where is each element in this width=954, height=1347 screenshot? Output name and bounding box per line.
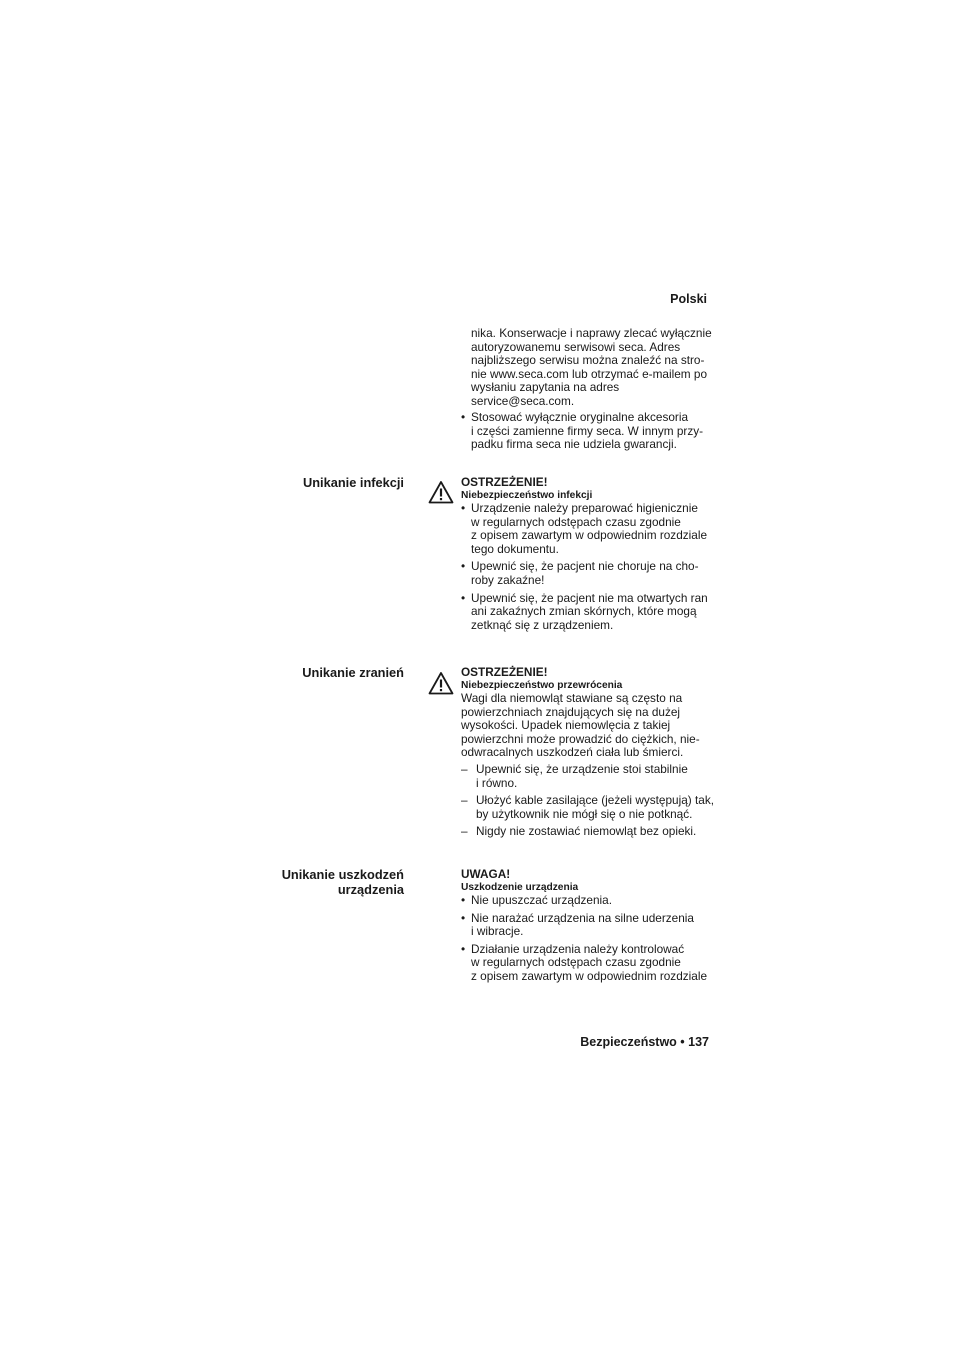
text-line: service@seca.com. (471, 393, 575, 408)
text-line: – Upewnić się, że urządzenie stoi stabilnie (476, 761, 688, 776)
text-line: autoryzowanemu serwisowi seca. Adres (471, 339, 681, 354)
list-item (461, 502, 721, 556)
text-line: z opisem zawartym w odpowiednim rozdziale (471, 528, 708, 543)
text-line: • Upewnić się, że pacjent nie choruje na cho- (471, 559, 699, 574)
hazard-type: Niebezpieczeństwo infekcji (461, 490, 593, 501)
signal-word: UWAGA! (461, 867, 511, 881)
text-line: • Urządzenie należy preparować higienicznie (471, 501, 698, 515)
text-line: tego dokumentu. (471, 541, 559, 556)
text-line: padku firma seca nie udziela gwarancji. (471, 437, 677, 452)
text-line: nie www.seca.com lub otrzymać e-mailem po (471, 366, 708, 381)
text-line: w regularnych odstępach czasu zgodnie (471, 514, 681, 529)
text-line: ani zakaźnych zmian skórnych, które mogą (471, 604, 697, 619)
warning-triangle-icon (428, 671, 454, 695)
hazard-type: Uszkodzenie urządzenia (461, 882, 579, 893)
text-line: • Stosować wyłącznie oryginalne akcesoria (471, 410, 689, 424)
list-item (461, 912, 721, 939)
text-line: wysłaniu zapytania na adres (471, 380, 620, 395)
text-line: i części zamienne firmy seca. W innym przy- (471, 423, 704, 438)
text-line: – Nigdy nie zostawiać niemowląt bez opieki. (476, 824, 697, 839)
text-line: • Nie upuszczać urządzenia. (471, 893, 612, 907)
text-line: – Ułożyć kable zasilające (jeżeli występują) tak, (476, 793, 714, 808)
list-item (461, 894, 721, 908)
text-line: i wibracje. (471, 924, 524, 939)
list-item (461, 560, 721, 587)
warning-block-infection (461, 475, 721, 636)
text-line: odwracalnych uszkodzeń ciała lub śmierci. (461, 745, 684, 760)
page-language-label: Polski (670, 292, 707, 306)
section-heading-damage (282, 867, 404, 897)
text-line: by użytkownik nie mógł się o nie potknąć. (476, 806, 693, 821)
page-footer: Bezpieczeństwo • 137 (580, 1035, 709, 1049)
text-line: • Nie narażać urządzenia na silne uderzenia (471, 910, 694, 925)
text-line: nika. Konserwacje i naprawy zlecać wyłącznie (471, 326, 712, 340)
warning-triangle-icon (428, 480, 454, 504)
text-line: z opisem zawartym w odpowiednim rozdziale (471, 968, 708, 983)
section-heading-infection: Unikanie infekcji (303, 475, 404, 490)
list-item (461, 825, 721, 839)
list-item (461, 592, 721, 633)
text-line: w regularnych odstępach czasu zgodnie (471, 955, 681, 970)
section-heading-injury: Unikanie zranień (302, 665, 404, 680)
text-line: zetknąć się z urządzeniem. (471, 617, 614, 632)
hazard-type: Niebezpieczeństwo przewrócenia (461, 680, 623, 691)
list-item (461, 794, 721, 821)
caution-block-damage (461, 867, 721, 988)
text-line: i równo. (476, 775, 518, 790)
text-line: • Działanie urządzenia należy kontrolować (471, 941, 685, 956)
intro-text (471, 327, 721, 409)
warning-block-injury (461, 665, 721, 843)
signal-word: OSTRZEŻENIE! (461, 665, 548, 679)
text-line: wysokości. Upadek niemowlęcia z takiej (461, 718, 671, 733)
text-line: • Upewnić się, że pacjent nie ma otwartych ran (471, 590, 708, 605)
list-item (461, 763, 721, 790)
text-line: powierzchniach znajdujących się na dużej (461, 704, 681, 719)
heading-line: urządzenia (337, 882, 404, 897)
heading-line: Unikanie uszkodzeń (281, 867, 404, 882)
list-item (461, 943, 721, 984)
text-line: roby zakaźne! (471, 572, 545, 587)
hazard-description (461, 692, 721, 760)
text-line: najbliższego serwisu można znaleźć na stro- (471, 353, 705, 368)
intro-bullet (461, 411, 721, 452)
signal-word: OSTRZEŻENIE! (461, 475, 548, 489)
text-line: powierzchni może prowadzić do ciężkich, nie- (461, 731, 700, 746)
text-line: Wagi dla niemowląt stawiane są często na (461, 691, 683, 705)
